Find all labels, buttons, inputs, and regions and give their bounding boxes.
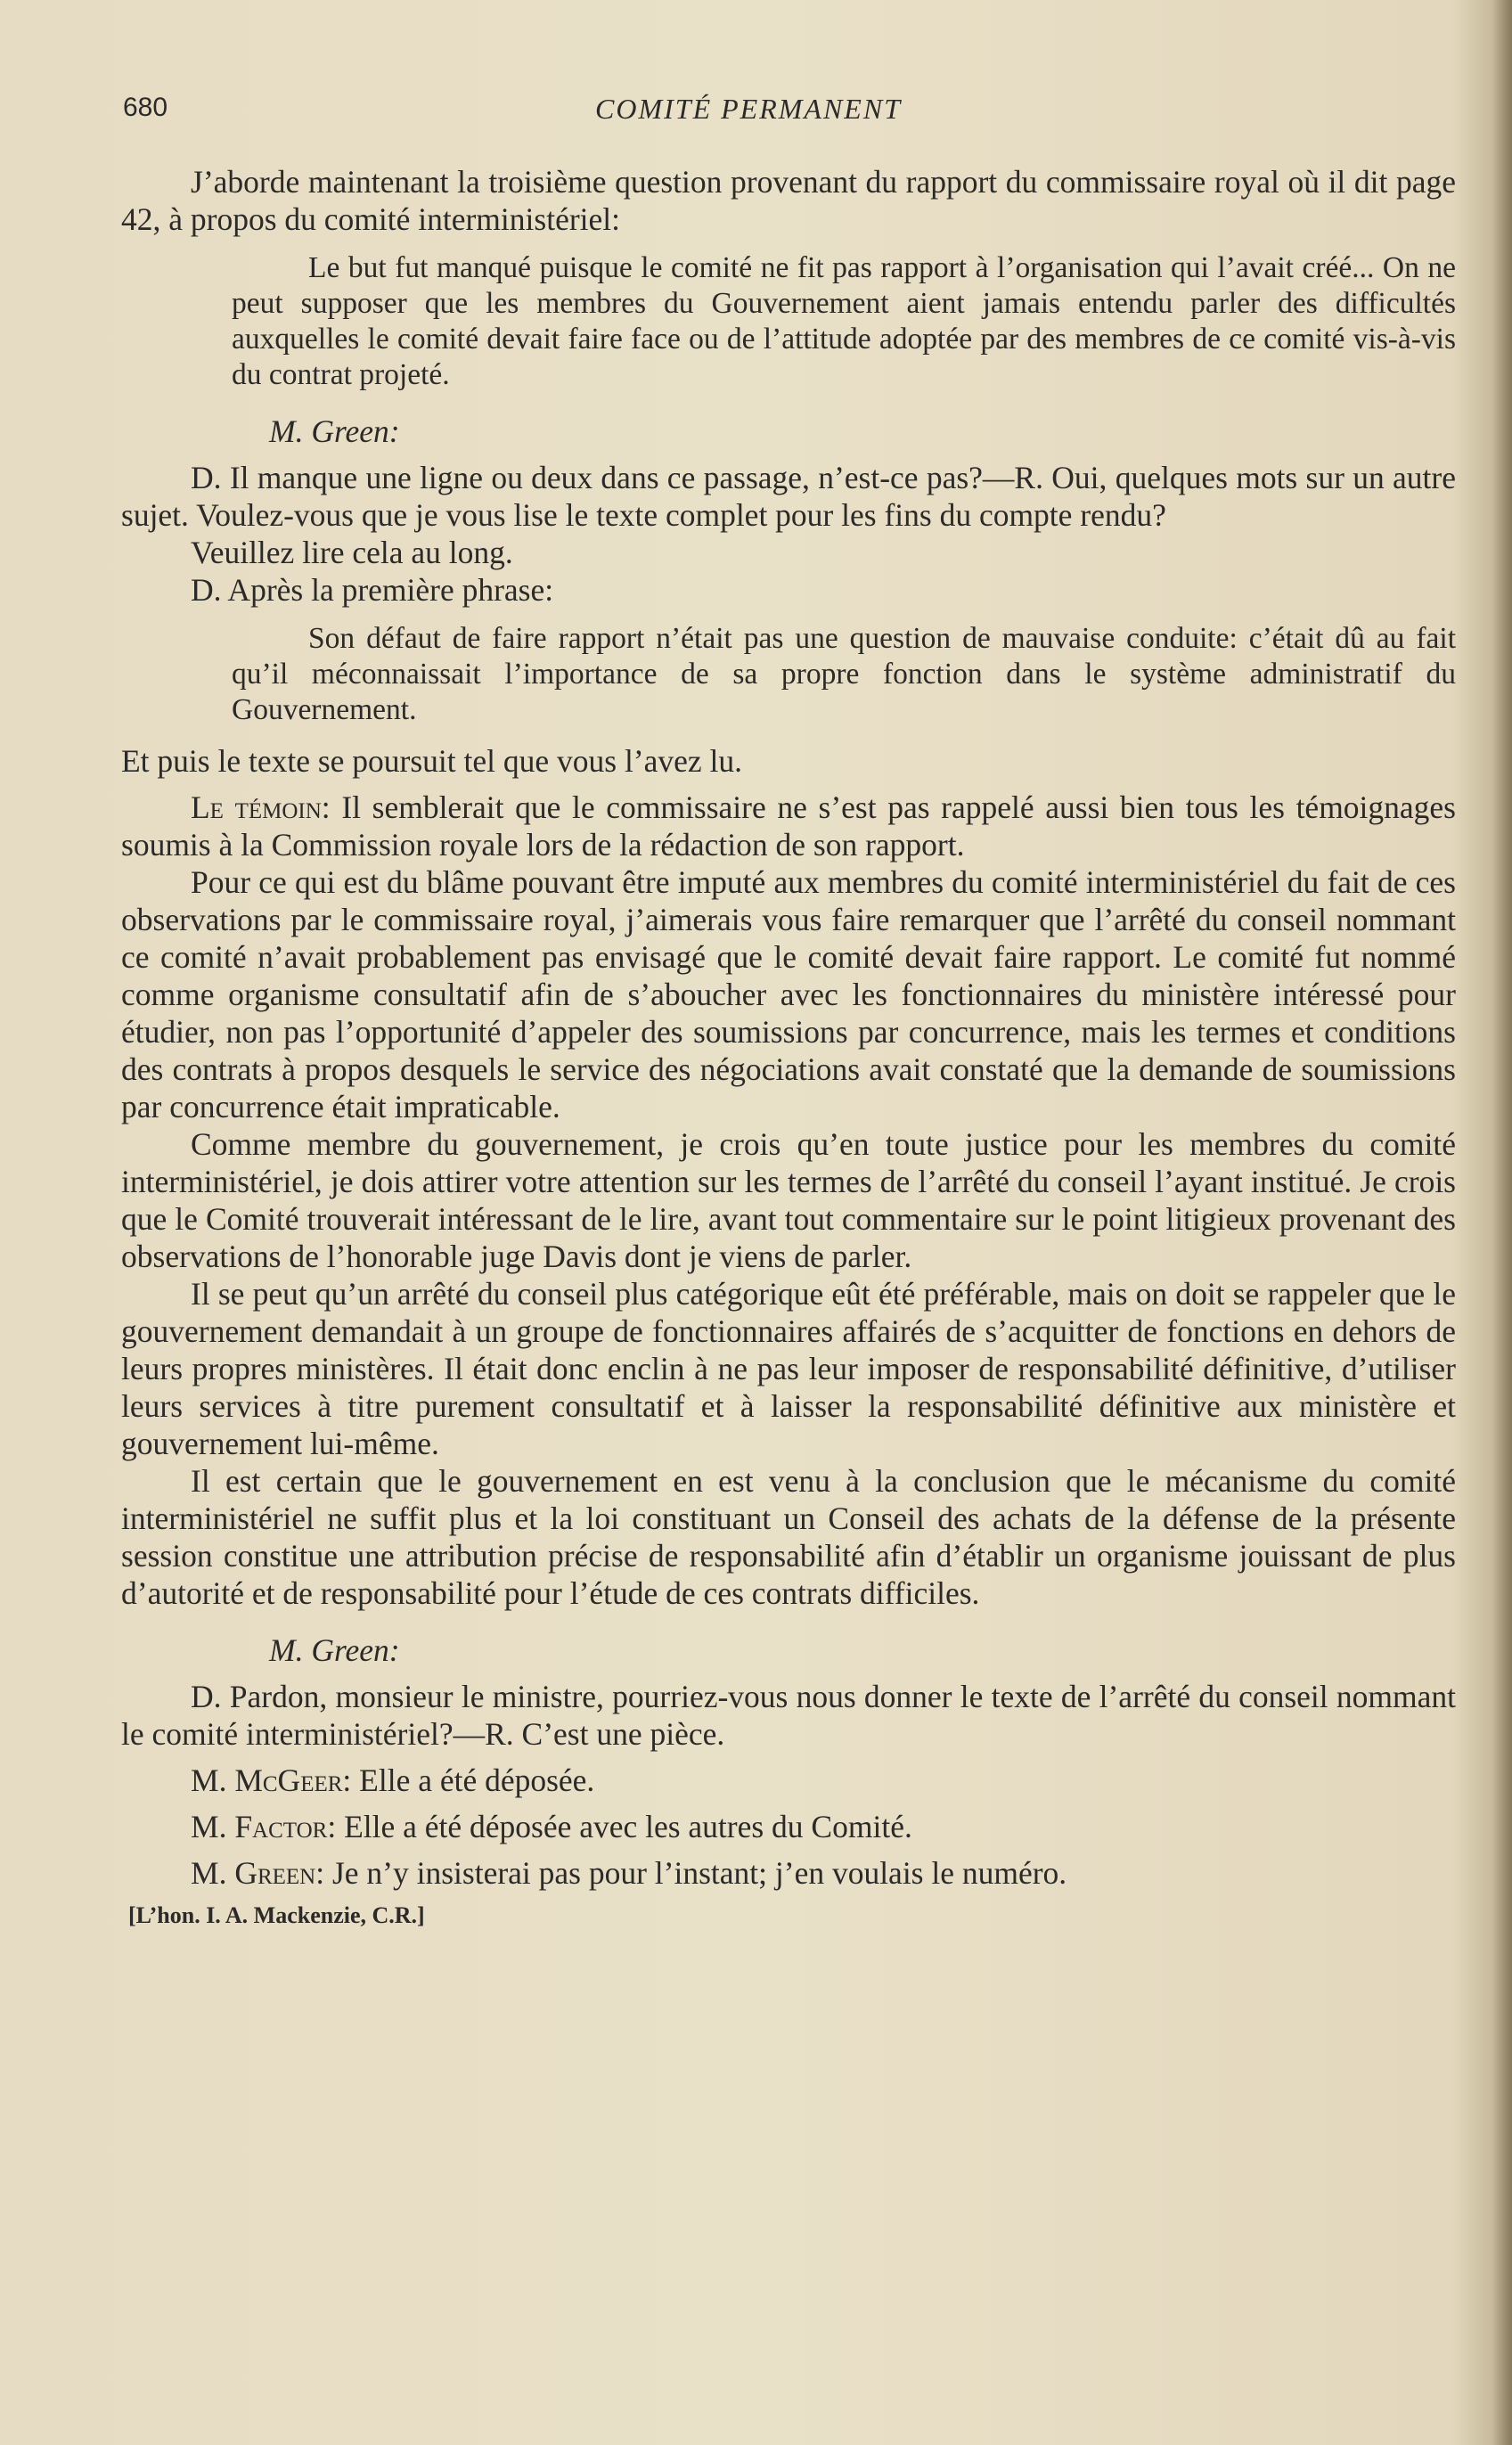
speaker-heading: M. Green: xyxy=(269,413,400,449)
speaker-name: M. McGeer: xyxy=(191,1762,352,1798)
paragraph xyxy=(121,1854,1456,1892)
paragraph: Veuillez lire cela au long. xyxy=(191,535,513,570)
body-text xyxy=(121,163,1456,1934)
page-edge-shadow xyxy=(1492,0,1512,2445)
paragraph xyxy=(121,1762,1456,1799)
page-header xyxy=(123,93,1459,135)
paragraph: Il se peut qu’un arrêté du conseil plus catégorique eût été préférable, mais on doit se rappeler que le gouvernement demandait à un groupe de fonctionnaires affairés de s’acquitter de fonctions en dehors de leurs propres ministères. Il était donc enclin à ne pas leur imposer de responsabilité définitive, d’utiliser leurs services à titre purement consultatif et à laisser la responsabilité définitive aux ministère et gouvernement lui-même. xyxy=(121,1276,1456,1461)
paragraph-text: Elle a été déposée avec les autres du Comité. xyxy=(336,1809,912,1844)
paragraph: Et puis le texte se poursuit tel que vous l’avez lu. xyxy=(121,743,743,779)
speaker-name: Le témoin: xyxy=(191,789,331,825)
paragraph: J’aborde maintenant la troisième question provenant du rapport du commissaire royal où il dit page 42, à propos du comité interministériel: xyxy=(121,164,1456,237)
page-number: 680 xyxy=(123,93,168,122)
block-quote: Son défaut de faire rapport n’était pas une question de mauvaise conduite: c’était dû au fait qu’il méconnaissait l’importance de sa propre fonction dans le système administratif du Gouvernement. xyxy=(232,622,1456,726)
paragraph: Pour ce qui est du blâme pouvant être imputé aux membres du comité interministériel du fait de ces observations par le commissaire royal, j’aimerais vous faire remarquer que l’arrêté du conseil nommant ce comité n’avait probablement pas envisagé que le comité devait faire rapport. Le comité fut nommé comme organisme consultatif afin de s’aboucher avec les fonctionnaires du ministère intéressé pour étudier, non pas l’opportunité d’appeler des soumissions par concurrence, mais les termes et conditions des contrats à propos desquels le service des négociations avait constaté que la demande de soumissions par concurrence était impraticable. xyxy=(121,864,1456,1124)
speaker-heading: M. Green: xyxy=(269,1632,400,1668)
paragraph xyxy=(121,1808,1456,1845)
paragraph xyxy=(121,789,1456,863)
speaker-name: M. Green: xyxy=(191,1855,325,1891)
paragraph-text: Il semblerait que le commissaire ne s’est pas rappelé aussi bien tous les témoignages soumis à la Commission royale lors de la rédaction de son rapport. xyxy=(121,789,1456,863)
paragraph-text: Elle a été déposée. xyxy=(351,1762,595,1798)
paragraph: D. Il manque une ligne ou deux dans ce passage, n’est-ce pas?—R. Oui, quelques mots sur un autre sujet. Voulez-vous que je vous lise le texte complet pour les fins du compte rendu? xyxy=(121,460,1456,533)
paragraph-text: Je n’y insisterai pas pour l’instant; j’en voulais le numéro. xyxy=(324,1855,1067,1891)
paragraph: Comme membre du gouvernement, je crois qu’en toute justice pour les membres du comité interministériel, je dois attirer votre attention sur les termes de l’arrêté du conseil l’ayant institué. Je crois que le Comité trouverait intéressant de le lire, avant tout commentaire sur le point litigieux provenant des observations de l’honorable juge Davis dont je viens de parler. xyxy=(121,1126,1456,1274)
running-head: COMITÉ PERMANENT xyxy=(595,93,902,125)
paragraph: D. Après la première phrase: xyxy=(191,572,554,608)
footer-attribution: [L’hon. I. A. Mackenzie, C.R.] xyxy=(128,1902,425,1928)
paragraph: Il est certain que le gouvernement en est venu à la conclusion que le mécanisme du comité interministériel ne suffit plus et la loi constituant un Conseil des achats de la défense de la présente session constitue une attribution précise de responsabilité afin d’établir un organisme jouissant de plus d’autorité et de responsabilité pour l’étude de ces contrats difficiles. xyxy=(121,1463,1456,1611)
speaker-name: M. Factor: xyxy=(191,1809,337,1844)
paragraph: D. Pardon, monsieur le ministre, pourriez-vous nous donner le texte de l’arrêté du conseil nommant le comité interministériel?—R. C’est une pièce. xyxy=(121,1679,1456,1752)
block-quote: Le but fut manqué puisque le comité ne fit pas rapport à l’organisation qui l’avait créé... On ne peut supposer que les membres du Gouvernement aient jamais entendu parler des difficultés auxquelles le comité devait faire face ou de l’attitude adoptée par des membres de ce comité vis-à-vis du contrat projeté. xyxy=(232,251,1456,391)
